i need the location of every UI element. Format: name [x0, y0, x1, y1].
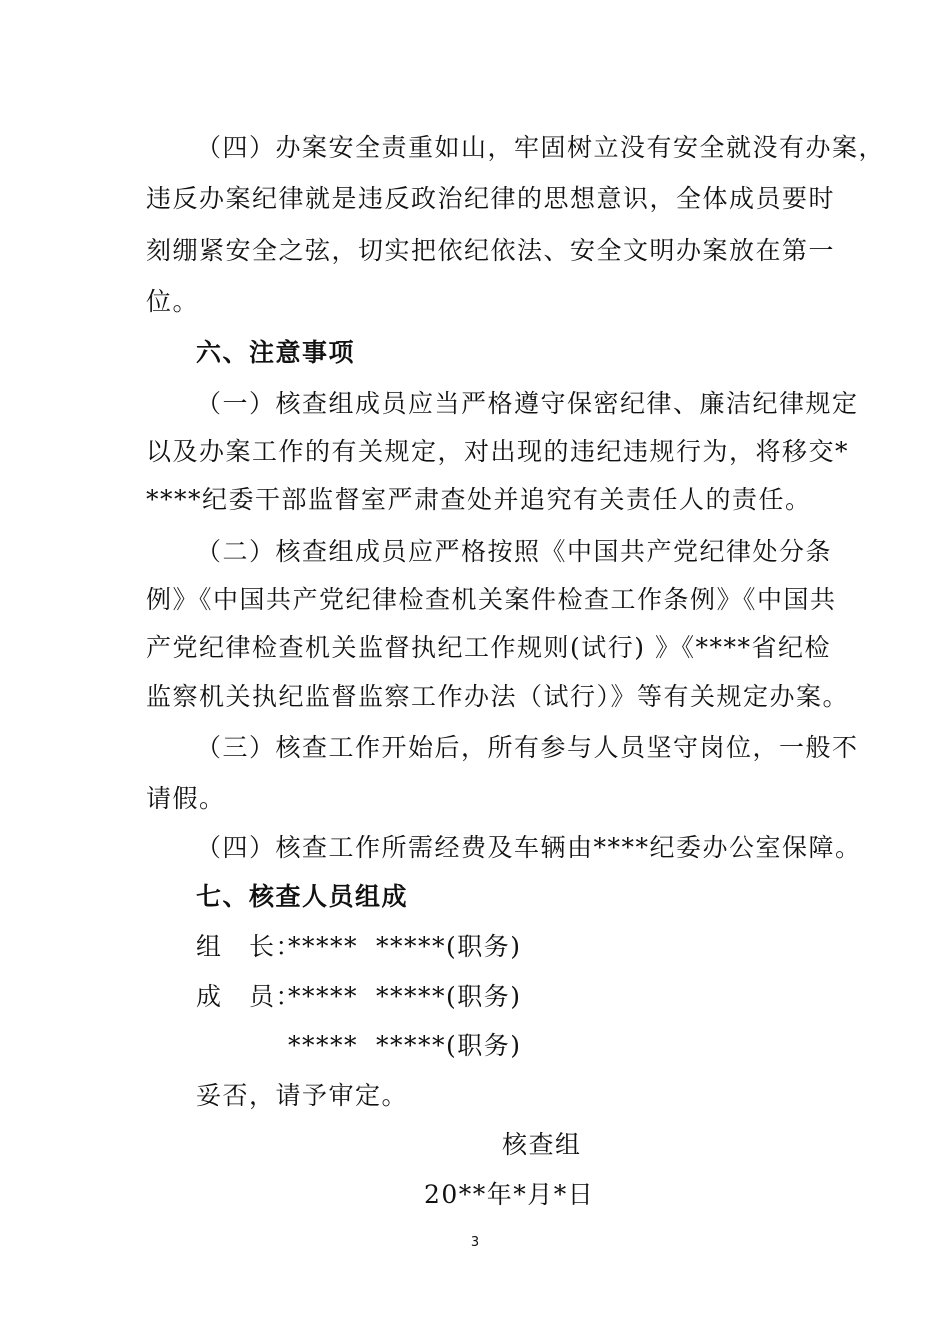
signature-date: 20**年*月*日	[424, 1180, 595, 1209]
member-name-position: *****(职务)	[376, 982, 522, 1011]
paragraph-line: 违反办案纪律就是违反政治纪律的思想意识，全体成员要时	[146, 184, 836, 213]
paragraph-line: 刻绷紧安全之弦，切实把依纪依法、安全文明办案放在第一	[146, 236, 836, 265]
paragraph-line: 位。	[146, 287, 200, 316]
paragraph-line: （四）核查工作所需经费及车辆由****纪委办公室保障。	[196, 833, 862, 862]
member-name: *****	[288, 932, 358, 961]
section-heading-notes: 六、注意事项	[196, 338, 356, 367]
closing-line: 妥否，请予审定。	[196, 1081, 409, 1110]
signature-org: 核查组	[502, 1130, 582, 1159]
paragraph-line: （一）核查组成员应当严格遵守保密纪律、廉洁纪律规定	[196, 389, 859, 418]
page-number: 3	[470, 1235, 480, 1250]
paragraph-line: （三）核查工作开始后，所有参与人员坚守岗位，一般不	[196, 733, 859, 762]
paragraph-line: 请假。	[146, 784, 226, 813]
role-label: 组 长：	[196, 932, 303, 961]
paragraph-line: 例》《中国共产党纪律检查机关案件检查工作条例》《中国共	[146, 585, 837, 614]
paragraph-line: （二）核查组成员应严格按照《中国共产党纪律处分条	[196, 537, 833, 566]
paragraph-line: 产党纪律检查机关监督执纪工作规则(试行) 》《****省纪检	[146, 633, 831, 662]
member-name-position: *****(职务)	[376, 932, 522, 961]
paragraph-line: 以及办案工作的有关规定，对出现的违纪违规行为，将移交*	[146, 437, 850, 466]
team-member-row	[196, 982, 522, 1012]
paragraph-line: ****纪委干部监督室严肃查处并追究有关责任人的责任。	[146, 485, 812, 514]
team-leader-row	[196, 932, 522, 962]
role-label: 成 员：	[196, 982, 303, 1011]
team-member-row	[196, 1031, 522, 1061]
paragraph-line: 监察机关执纪监督监察工作办法（试行）》等有关规定办案。	[146, 682, 850, 711]
member-name: *****	[288, 1031, 358, 1060]
member-name-position: *****(职务)	[376, 1031, 522, 1060]
section-heading-staff: 七、核查人员组成	[196, 882, 409, 911]
member-name: *****	[288, 982, 358, 1011]
paragraph-line: （四）办案安全责重如山，牢固树立没有安全就没有办案，	[196, 133, 886, 162]
